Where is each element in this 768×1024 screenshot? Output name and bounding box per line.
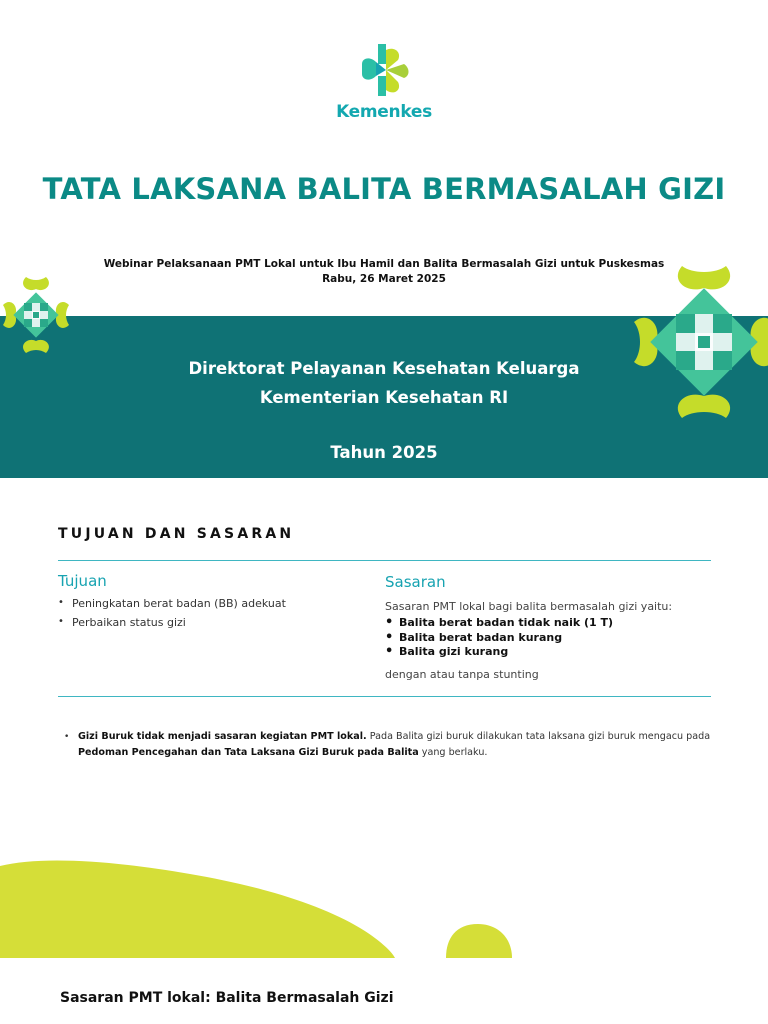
divider-top [58, 560, 711, 561]
year-label: Tahun 2025 [330, 443, 438, 462]
sasaran-intro: Sasaran PMT lokal bagi balita bermasalah gizi yaitu: [385, 600, 673, 613]
section-heading: TUJUAN DAN SASARAN [58, 526, 295, 542]
directorate-name: Direktorat Pelayanan Kesehatan Keluarga [188, 359, 580, 378]
note-text: Pada Balita gizi buruk dilakukan tata laksana gizi buruk mengacu pada [366, 731, 711, 742]
right-ornament-icon [632, 264, 768, 420]
list-item: • Balita berat badan tidak naik (1 T) [385, 616, 613, 629]
tujuan-heading: Tujuan [58, 572, 107, 590]
note-text-end: yang berlaku. [418, 747, 488, 758]
ministry-name: Kementerian Kesehatan RI [259, 388, 509, 407]
decorative-blobs [0, 820, 768, 960]
sasaran-list [385, 616, 613, 660]
webinar-subtitle: Webinar Pelaksanaan PMT Lokal untuk Ibu Hamil dan Balita Bermasalah Gizi untuk Puskesmas [103, 258, 665, 270]
list-item: • Peningkatan berat badan (BB) adekuat [58, 597, 286, 610]
logo-wordmark: Kemenkes [336, 102, 432, 122]
bullet-icon: • [64, 732, 70, 742]
divider-bottom [58, 696, 711, 697]
tujuan-list [58, 597, 286, 635]
event-date: Rabu, 26 Maret 2025 [322, 273, 446, 285]
sasaran-outro: dengan atau tanpa stunting [385, 668, 539, 681]
sasaran-heading: Sasaran [385, 573, 446, 591]
gizi-buruk-note [64, 729, 716, 761]
bottom-caption: Sasaran PMT lokal: Balita Bermasalah Gizi [60, 990, 394, 1006]
page-title: TATA LAKSANA BALITA BERMASALAH GIZI [42, 172, 726, 206]
note-reference: Pedoman Pencegahan dan Tata Laksana Gizi Buruk pada Balita [78, 747, 419, 758]
list-item: • Perbaikan status gizi [58, 616, 286, 629]
kemenkes-logo-icon [356, 42, 412, 98]
left-ornament-icon [2, 276, 70, 354]
note-bold-lead: Gizi Buruk tidak menjadi sasaran kegiatan PMT lokal. [78, 731, 367, 742]
list-item: • Balita gizi kurang [385, 645, 613, 658]
list-item: • Balita berat badan kurang [385, 631, 613, 644]
